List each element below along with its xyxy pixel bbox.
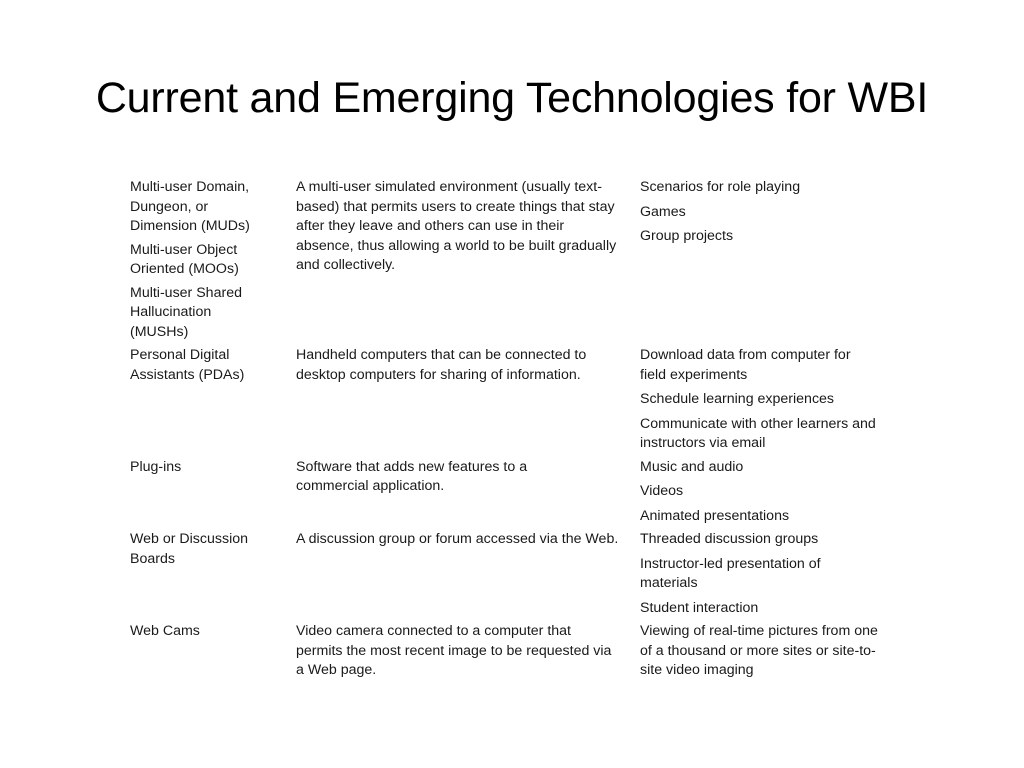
- description-cell: [296, 530, 640, 550]
- technology-term: Multi-user Object Oriented (MOOs): [130, 241, 239, 277]
- use-item: Download data from computer for field experiments: [640, 347, 851, 383]
- technology-term: Web or Discussion Boards: [130, 531, 249, 567]
- technology-table: [130, 178, 890, 681]
- technology-description: A multi-user simulated environment (usually text-based) that permits users to create things that stay after they leave and others can use in their absence, thus allowing a world to be built gradually and collectively.: [296, 179, 617, 273]
- uses-cell: [640, 530, 890, 618]
- technology-cell: [130, 346, 296, 385]
- use-item: Threaded discussion groups: [640, 531, 819, 547]
- technology-description: Video camera connected to a computer that permits the most recent image to be requested via a Web page.: [296, 623, 612, 678]
- technology-description: A discussion group or forum accessed via the Web.: [296, 531, 619, 547]
- use-item: Student interaction: [640, 599, 759, 616]
- table-row: [130, 458, 890, 527]
- table-row: [130, 346, 890, 454]
- technology-cell: [130, 622, 296, 642]
- use-item: Animated presentations: [640, 507, 790, 524]
- uses-cell: [640, 622, 890, 681]
- technology-cell: [130, 530, 296, 569]
- technology-term: Web Cams: [130, 623, 200, 639]
- use-item: Videos: [640, 483, 684, 499]
- table-row: [130, 622, 890, 681]
- use-item: Scenarios for role playing: [640, 179, 801, 195]
- uses-cell: [640, 346, 890, 454]
- use-item: Instructor-led presentation of materials: [640, 555, 821, 591]
- use-item: Communicate with other learners and instructors via email: [640, 415, 876, 451]
- technology-term: Multi-user Domain, Dungeon, or Dimension (MUDs): [130, 179, 250, 234]
- description-cell: [296, 178, 640, 276]
- technology-term: Personal Digital Assistants (PDAs): [130, 347, 245, 383]
- technology-term: Multi-user Shared Hallucination (MUSHs): [130, 284, 242, 340]
- uses-cell: [640, 178, 890, 247]
- description-cell: [296, 346, 640, 385]
- use-item: Games: [640, 203, 686, 220]
- uses-cell: [640, 458, 890, 527]
- technology-cell: [130, 178, 296, 342]
- technology-term: Plug-ins: [130, 458, 182, 475]
- table-row: [130, 178, 890, 342]
- technology-description: Software that adds new features to a commercial application.: [296, 458, 528, 494]
- table-row: [130, 530, 890, 618]
- use-item: Group projects: [640, 228, 734, 244]
- technology-cell: [130, 458, 296, 478]
- slide-title: Current and Emerging Technologies for WBI: [95, 74, 929, 122]
- description-cell: [296, 622, 640, 681]
- use-item: Viewing of real-time pictures from one of a thousand or more sites or site-to-site video imaging: [640, 623, 878, 678]
- use-item: Schedule learning experiences: [640, 391, 835, 407]
- description-cell: [296, 458, 640, 497]
- use-item: Music and audio: [640, 458, 744, 475]
- technology-description: Handheld computers that can be connected to desktop computers for sharing of information.: [296, 347, 587, 383]
